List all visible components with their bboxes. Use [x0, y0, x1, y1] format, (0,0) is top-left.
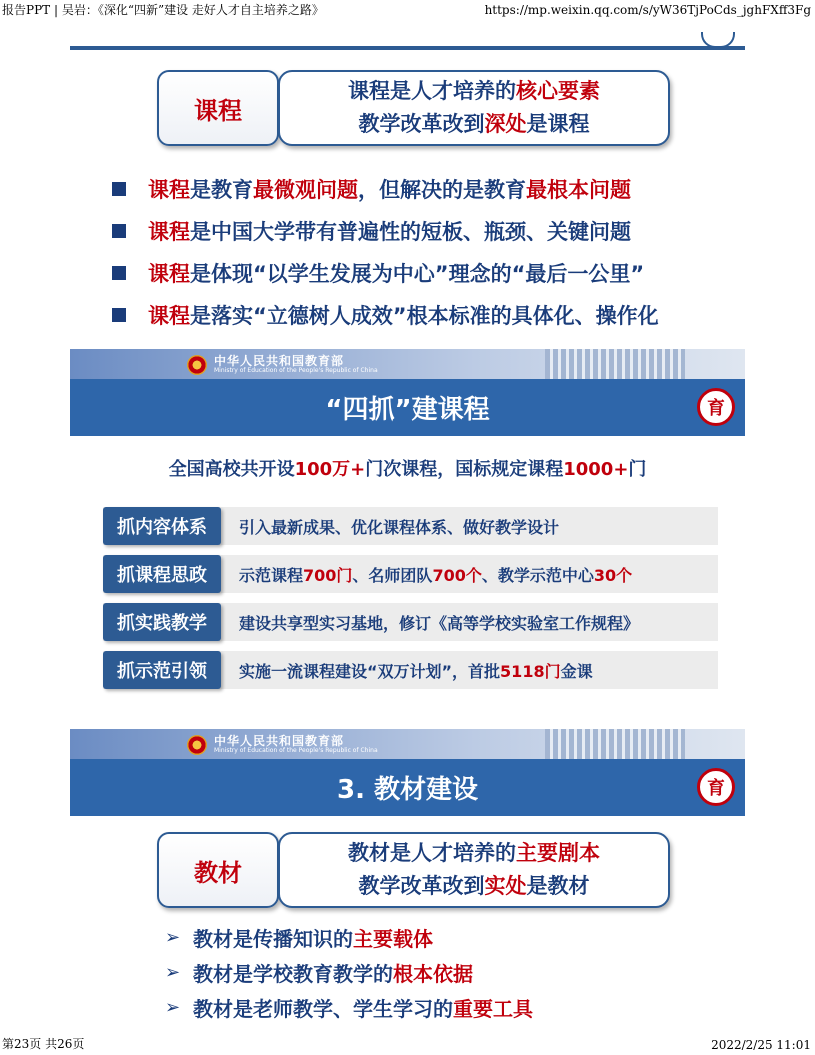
arrow-bullet-icon: ➢: [165, 962, 181, 983]
moe-name-en: Ministry of Education of the People's Republic of China: [214, 747, 378, 754]
textbook-message-line-1: 教材是人才培养的主要剧本: [348, 841, 600, 865]
grasp-tag: 抓内容体系: [103, 507, 221, 545]
national-emblem-icon: [187, 355, 207, 375]
print-timestamp: 2022/2/25 11:01: [711, 1038, 811, 1052]
course-summary: 全国高校共开设100万+门次课程，国标规定课程1000+门: [168, 459, 647, 480]
list-item: 课程 是落实“立德树人成效”根本标准的具体化、操作化: [112, 294, 752, 336]
grasp-text: 示范课程 700门 、名师团队 700个 、教学示范中心 30个: [239, 565, 633, 585]
slide-top-divider: [70, 22, 745, 50]
list-item: ➢ 教材是传播知识的 主要载体: [165, 927, 433, 951]
grasp-row-ideology: [103, 555, 718, 593]
textbook-message-line-2: 教学改革改到实处是教材: [358, 874, 590, 898]
slide-title: 3. 教材建设: [336, 775, 479, 805]
list-item: ➢ 教材是老师教学、学生学习的 重要工具: [165, 997, 533, 1021]
building-image: [545, 349, 685, 379]
textbook-message-box: [278, 832, 670, 908]
course-bullet-list: [112, 168, 752, 336]
square-bullet-icon: [112, 266, 126, 280]
square-bullet-icon: [112, 224, 126, 238]
education-seal-icon: 育: [697, 388, 735, 426]
course-message-line-1: 课程是人才培养的核心要素: [348, 79, 600, 103]
grasp-tag: 抓示范引领: [103, 651, 221, 689]
moe-banner-four-grasps: [70, 349, 745, 436]
education-seal-icon: 育: [697, 768, 735, 806]
national-emblem-icon: [187, 735, 207, 755]
textbook-label: 教材: [194, 858, 242, 887]
moe-name-cn: 中华人民共和国教育部: [214, 734, 345, 748]
list-item: 课程 是中国大学带有普遍性的短板、瓶颈、关键问题: [112, 210, 752, 252]
grasp-tag: 抓课程思政: [103, 555, 221, 593]
textbook-label-box: [157, 832, 279, 908]
course-message-box: [278, 70, 670, 146]
divider-line: [70, 46, 745, 50]
slide-title: “四抓”建课程: [325, 395, 490, 425]
square-bullet-icon: [112, 182, 126, 196]
arrow-bullet-icon: ➢: [165, 997, 181, 1018]
course-message-line-2: 教学改革改到深处是课程: [358, 112, 590, 136]
square-bullet-icon: [112, 308, 126, 322]
moe-name-en: Ministry of Education of the People's Republic of China: [214, 367, 378, 374]
building-image: [545, 729, 685, 759]
grasp-row-demonstration: [103, 651, 718, 689]
moe-banner-textbooks: [70, 729, 745, 816]
print-header: [0, 0, 815, 20]
textbook-bullet-list: [165, 920, 745, 1021]
page-count: 第23页 共26页: [2, 1037, 85, 1051]
grasp-text: 引入最新成果、优化课程体系、做好教学设计: [239, 517, 560, 537]
grasp-row-practice: [103, 603, 718, 641]
grasp-tag: 抓实践教学: [103, 603, 221, 641]
moe-name-cn: 中华人民共和国教育部: [214, 354, 345, 368]
course-label-box: [157, 70, 279, 146]
print-footer: [0, 1035, 815, 1055]
grasp-row-content: [103, 507, 718, 545]
grasp-text: 实施一流课程建设“双万计划”，首批 5118门 金课: [239, 661, 593, 681]
course-label: 课程: [194, 96, 242, 125]
grasp-text: 建设共享型实习基地，修订《高等学校实验室工作规程》: [239, 613, 640, 633]
list-item: 课程 是教育 最微观问题 ，但解决的是教育 最根本问题: [112, 168, 752, 210]
print-header-url: https://mp.weixin.qq.com/s/yW36TjPoCds_jghFXff3Fg: [484, 3, 811, 17]
arrow-bullet-icon: ➢: [165, 927, 181, 948]
print-header-title: 报告PPT | 吴岩：《深化“四新”建设 走好人才自主培养之路》: [2, 3, 324, 17]
list-item: ➢ 教材是学校教育教学的 根本依据: [165, 962, 473, 986]
list-item: 课程 是体现“以学生发展为中心”理念的“最后一公里”: [112, 252, 752, 294]
